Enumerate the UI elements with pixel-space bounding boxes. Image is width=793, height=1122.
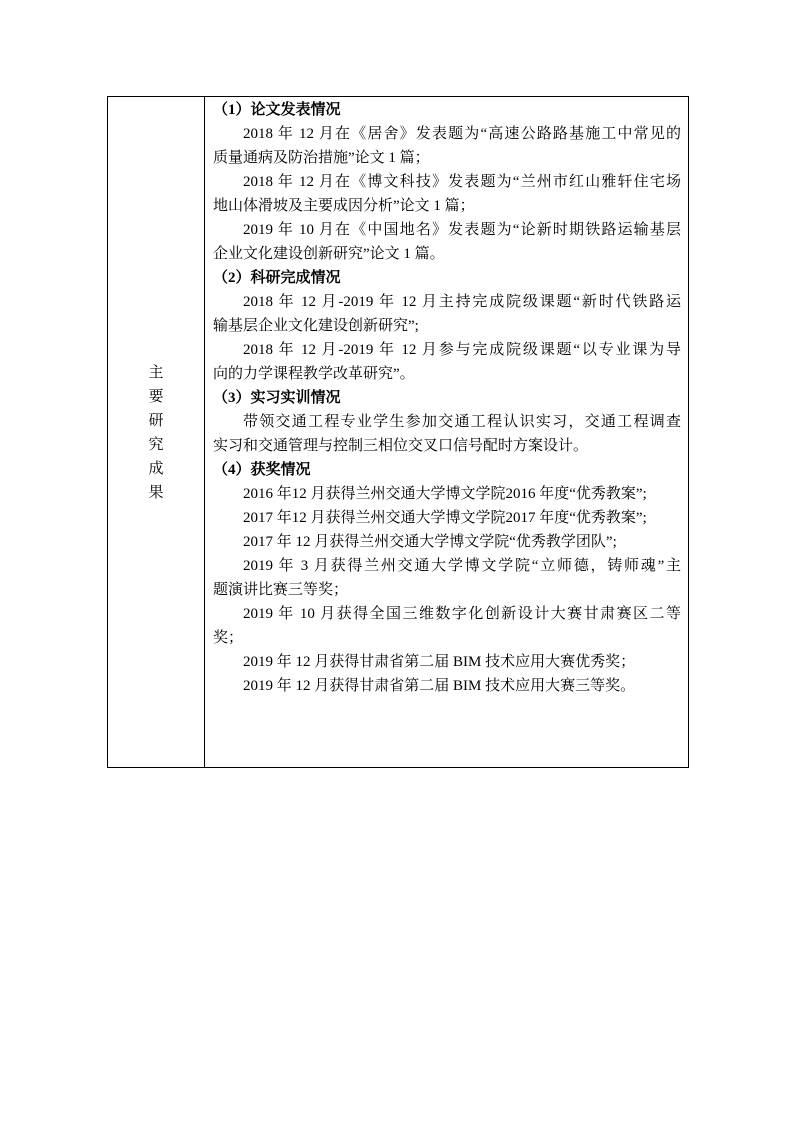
paragraph-line: 2016 年12 月获得兰州交通大学博文学院2016 年度“优秀教案”; [243, 486, 647, 502]
paragraph-line: 2017 年12 月获得兰州交通大学博文学院2017 年度“优秀教案”; [243, 510, 647, 526]
section-heading: （1）论文发表情况 [213, 102, 341, 118]
paragraph-line: 2017 年 12 月获得兰州交通大学博文学院“优秀教学团队”; [243, 534, 617, 550]
paragraph-line: 2019 年 12 月获得甘肃省第二届 BIM 技术应用大赛优秀奖； [243, 654, 636, 670]
results-table [107, 96, 689, 768]
paragraph-line: 2018 年 12 月-2019 年 12 月参与完成院级课题“以专业课为导 [243, 342, 681, 358]
section-heading: （2）科研完成情况 [213, 270, 341, 286]
paragraph-line: 2019 年 10 月获得全国三维数字化创新设计大赛甘肃赛区二等 [243, 606, 681, 622]
section-practice [213, 386, 681, 458]
paragraph-line: 企业文化建设创新研究”论文 1 篇。 [213, 246, 445, 262]
content-cell [205, 97, 688, 767]
research-entry [213, 338, 681, 386]
award-entry [213, 650, 681, 674]
paragraph-line: 2018 年 12 月在《居舍》发表题为“高速公路路基施工中常见的 [243, 126, 681, 142]
paper-entry [213, 170, 681, 218]
award-entry [213, 482, 681, 506]
research-entry [213, 290, 681, 338]
paragraph-line: 带领交通工程专业学生参加交通工程认识实习，交通工程调查 [243, 414, 681, 430]
section-papers [213, 98, 681, 266]
award-entry [213, 602, 681, 650]
paragraph-line: 2018 年 12 月-2019 年 12 月主持完成院级课题“新时代铁路运 [243, 294, 681, 310]
category-cell [108, 97, 205, 767]
practice-entry [213, 410, 681, 458]
paragraph-line: 题演讲比赛三等奖； [213, 582, 349, 598]
award-entry [213, 506, 681, 530]
paragraph-line: 奖； [213, 630, 244, 646]
paragraph-line: 2019 年 10 月在《中国地名》发表题为“论新时期铁路运输基层 [243, 222, 681, 238]
paragraph-line: 质量通病及防治措施”论文 1 篇； [213, 150, 430, 166]
section-heading: （4）获奖情况 [213, 462, 311, 478]
paragraph-line: 地山体滑坡及主要成因分析”论文 1 篇； [213, 198, 475, 214]
paragraph-line: 输基层企业文化建设创新研究”; [213, 318, 419, 334]
paragraph-line: 实习和交通管理与控制三相位交叉口信号配时方案设计。 [213, 438, 589, 454]
award-entry [213, 674, 681, 698]
category-label: 主要研究成果 [148, 365, 164, 501]
paper-entry [213, 122, 681, 170]
award-entry [213, 530, 681, 554]
paragraph-line: 2019 年 3 月获得兰州交通大学博文学院“立师德，铸师魂”主 [243, 558, 681, 574]
section-awards [213, 458, 681, 698]
section-research [213, 266, 681, 386]
paper-entry [213, 218, 681, 266]
paragraph-line: 2018 年 12 月在《博文科技》发表题为“兰州市红山雅轩住宅场 [243, 174, 681, 190]
paragraph-line: 向的力学课程教学改革研究”。 [213, 366, 415, 382]
section-heading: （3）实习实训情况 [213, 390, 341, 406]
award-entry [213, 554, 681, 602]
paragraph-line: 2019 年 12 月获得甘肃省第二届 BIM 技术应用大赛三等奖。 [243, 678, 636, 694]
